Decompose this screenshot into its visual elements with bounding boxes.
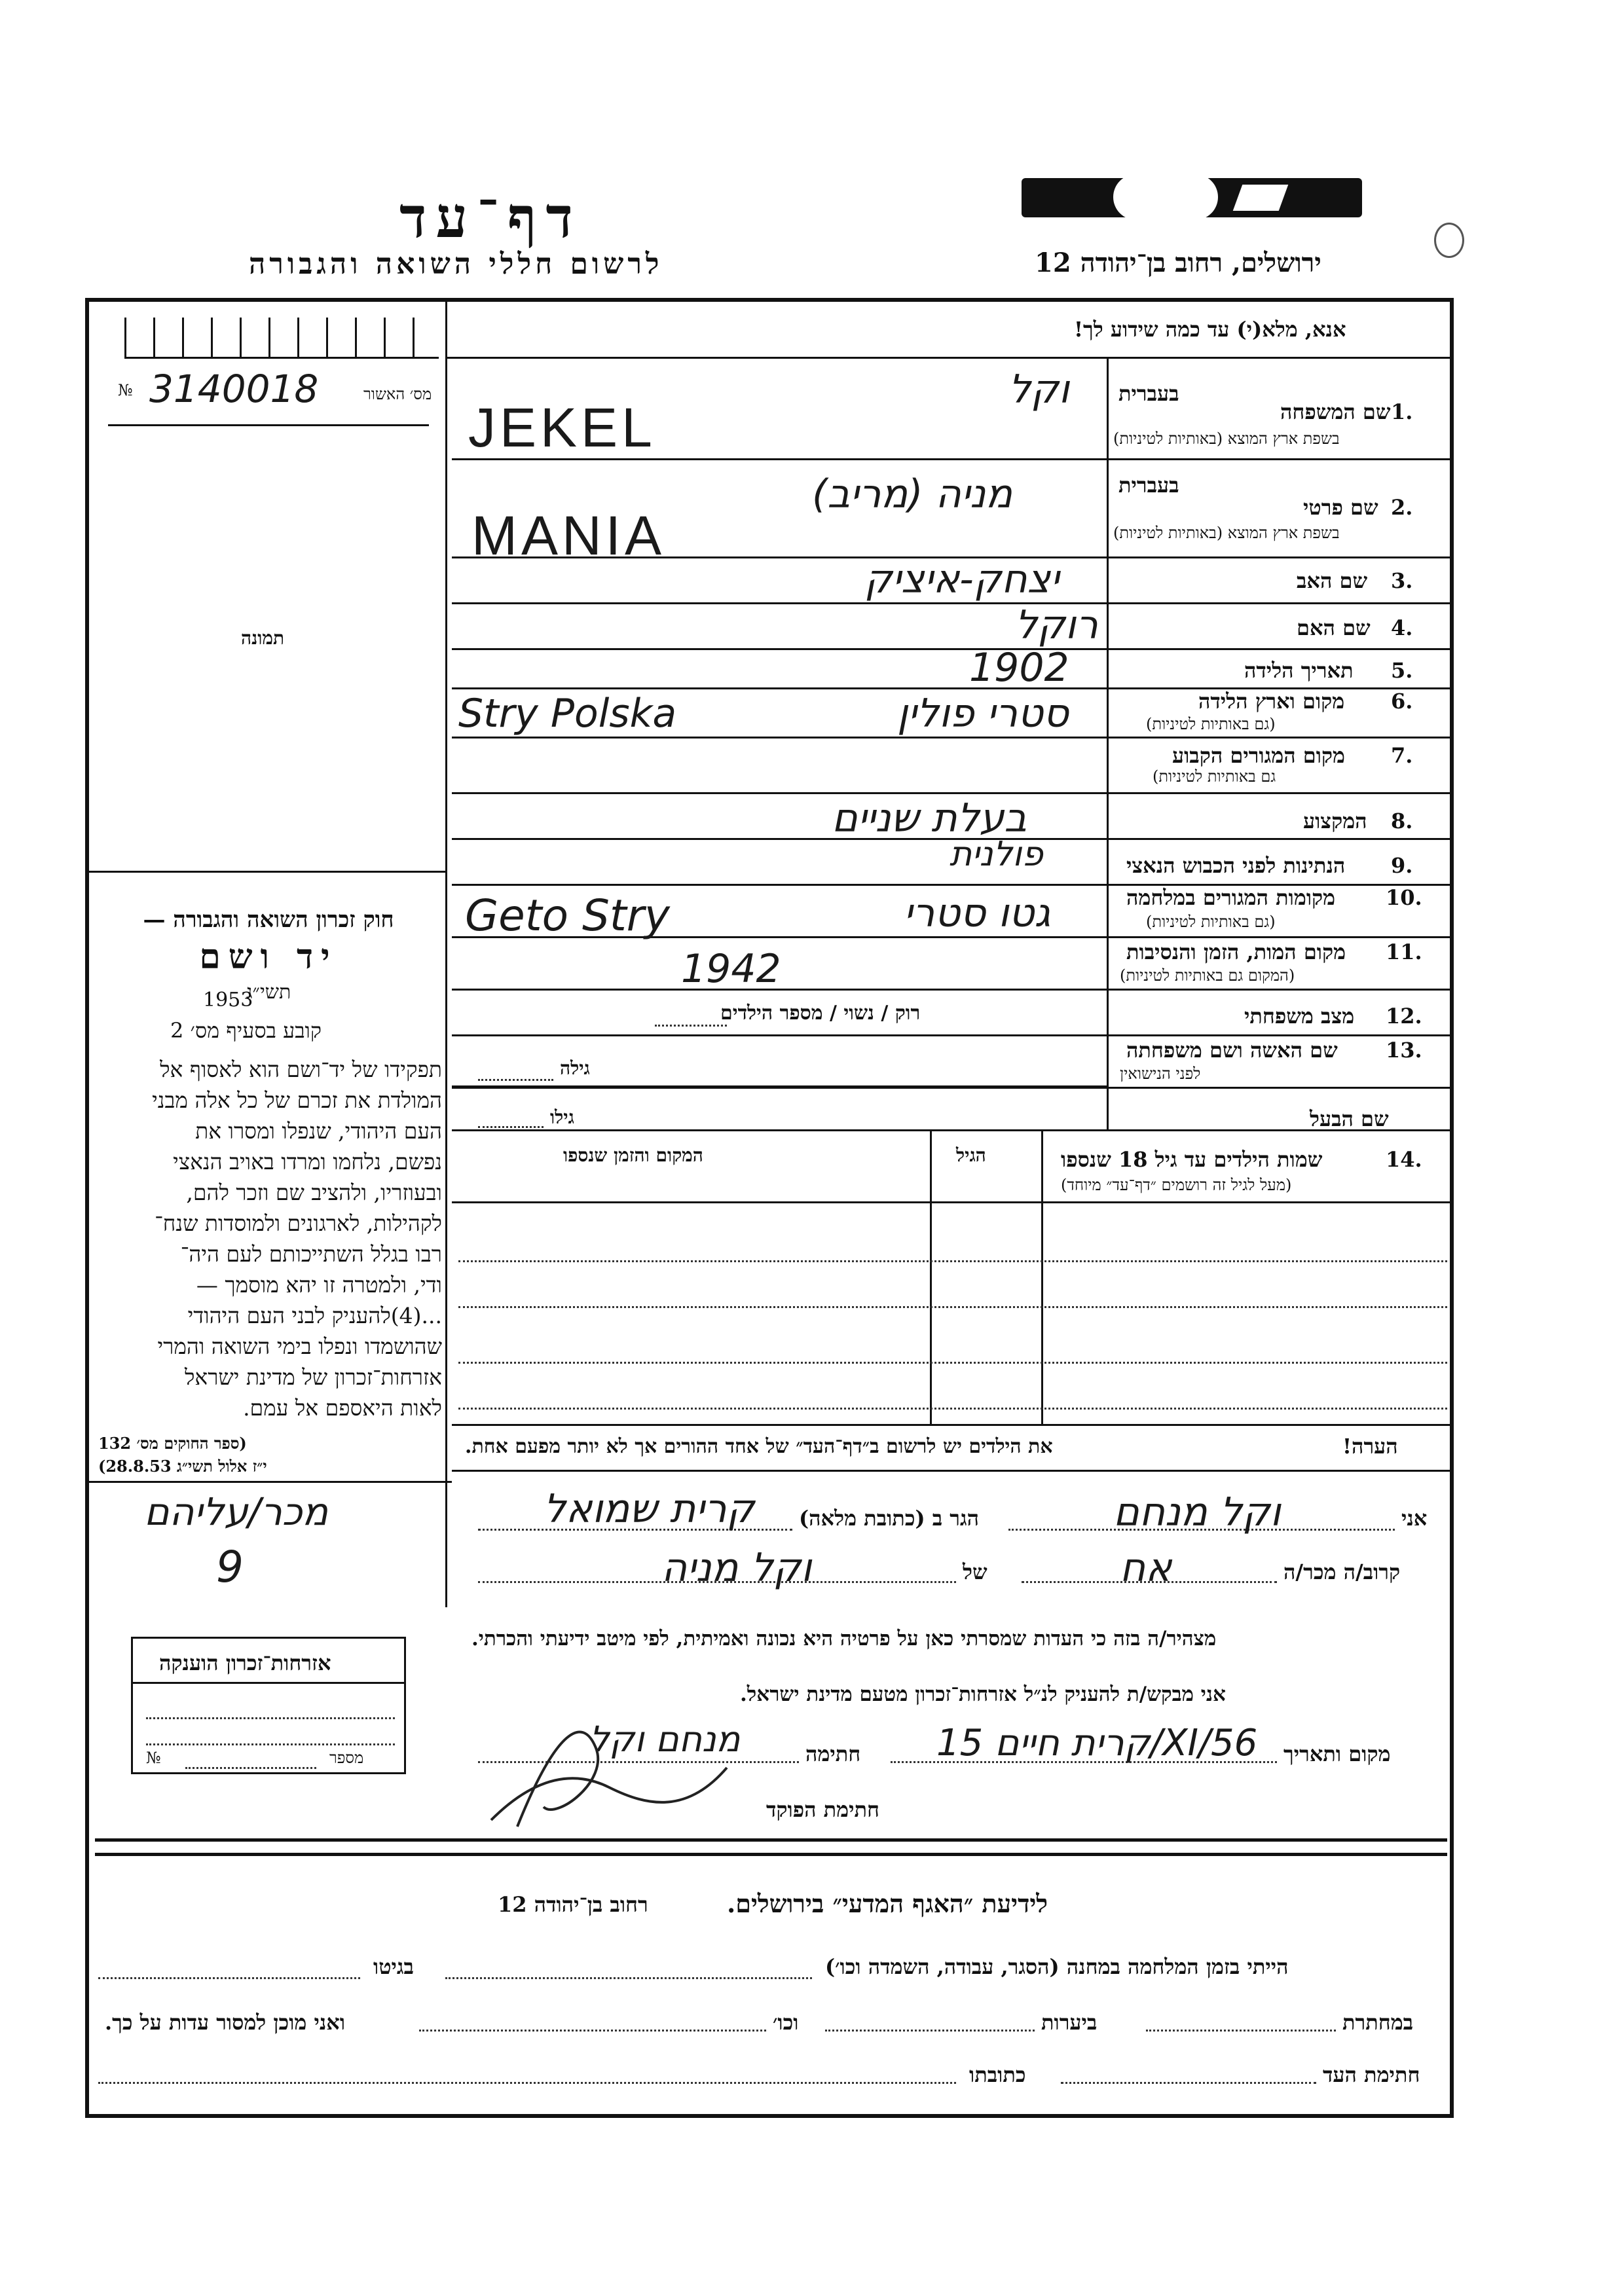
decl-request: אני מבקש/ת להעניק לנ״ל אזרחות־זכרון מטעם מדינת ישראל.	[740, 1683, 1226, 1706]
decl-ani: אני	[1401, 1506, 1428, 1531]
law-text-line: נפשם, נלחמו ומרדו באויב הנאצי	[173, 1149, 442, 1175]
field-11-label: מקום המות, הזמן והנסיבות	[1126, 939, 1346, 964]
field-12-options[interactable]: רוק / נשוי / מספר הילדים	[720, 1002, 921, 1025]
registration-value: 3140018	[149, 367, 319, 411]
field-1-label: שם המשפחה	[1280, 399, 1391, 424]
field-5-value[interactable]: 1902	[969, 645, 1069, 691]
field-11-sub: (המקום גם באותיות לטיניות)	[1120, 966, 1295, 985]
field-8-num: 8.	[1391, 809, 1413, 833]
field-1-tag: בעברית	[1118, 381, 1179, 406]
field-1-sub: בשפת ארץ המוצא (באותיות לטיניות)	[1113, 429, 1340, 448]
field-9-label: הנתינות לפני הכבוש הנאצי	[1126, 853, 1346, 878]
intro-text: אנא, מלא(י) עד כמה שידוע לך!	[1074, 317, 1346, 342]
footer-line1-a: הייתי בזמן המלחמה במחנה (הסגר, עבודה, השמדה וכו׳)	[825, 1954, 1289, 1979]
footer-title: לידיעת ״האגף המדעי״ בירושלים.	[727, 1889, 1048, 1918]
law-text-line: ובעוזריו, ולהציב שם וזכר להם,	[186, 1180, 442, 1205]
field-14-num: 14.	[1386, 1147, 1422, 1172]
field-3-num: 3.	[1391, 568, 1413, 593]
field-6-sub: (גם באותיות לטיניות)	[1146, 715, 1276, 733]
decl-place-date-label: מקום ותאריך	[1283, 1741, 1391, 1766]
field-9-value[interactable]: פולנית	[950, 835, 1043, 874]
registration-ticks	[124, 318, 439, 359]
field-3-label: שם האב	[1297, 568, 1368, 593]
law-text-line: אזרחות־זכרון של מדינת ישראל	[184, 1364, 442, 1390]
signature-scribble	[478, 1689, 753, 1840]
law-text-line: רבו בגלל השתייכותם לעם היה־	[180, 1241, 442, 1267]
field-1-num: 1.	[1391, 399, 1413, 424]
margin-number[interactable]: 9	[216, 1542, 244, 1592]
field-14-sub: (מעל לגיל זה רושמים ״דף־עד״ מיוחד)	[1061, 1176, 1292, 1194]
law-text-line: לקהילות, לארגונים ולמוסדות שנח־	[155, 1211, 442, 1236]
field-6-num: 6.	[1391, 689, 1413, 714]
law-text-line: תפקידו של יד־ושם הוא לאסוף אל	[160, 1057, 442, 1082]
field-9-num: 9.	[1391, 853, 1413, 878]
law-clause: קובע בסעיף מס׳ 2	[170, 1018, 322, 1043]
field-7-sub: גם באותיות לטיניות)	[1153, 767, 1276, 786]
field-13-num: 13.	[1386, 1038, 1422, 1063]
field-1-hebrew-value[interactable]: וקל	[1008, 367, 1070, 412]
decl-address-value[interactable]: קרית שמואל	[544, 1486, 755, 1532]
field-10-latin-value[interactable]: Geto Stry	[465, 890, 670, 941]
citizenship-number-label: מספר	[329, 1749, 364, 1767]
law-title: חוק זכרון השואה והגבורה —	[143, 907, 394, 933]
field-14-col-place: המקום והזמן שנספו	[563, 1144, 703, 1166]
margin-note[interactable]: מכר/עליהם	[144, 1489, 328, 1534]
field-13-age-label: גילה	[560, 1057, 590, 1079]
husband-label: שם הבעל	[1310, 1106, 1389, 1131]
field-10-num: 10.	[1386, 885, 1422, 910]
field-6-hebrew-value[interactable]: סטרי פולין	[897, 691, 1069, 737]
field-10-sub: (גם באותיות לטיניות)	[1146, 913, 1276, 931]
field-10-label: מקומות המגורים במלחמה	[1126, 885, 1336, 910]
field-13-label: שם האשה ושם משפחתה	[1126, 1038, 1338, 1063]
field-7-label: מקום המגורים הקבוע	[1172, 743, 1345, 768]
field-13-sub: לפני הנישואין	[1120, 1065, 1201, 1083]
form-title: דף־עד	[399, 185, 582, 251]
citizenship-box	[131, 1637, 406, 1774]
note-label: הערה!	[1342, 1434, 1398, 1459]
decl-signature-value[interactable]: מנחם וקל	[589, 1719, 741, 1760]
field-8-label: המקצוע	[1303, 809, 1367, 833]
decl-relative-label: קרוב/ה מכר/ה	[1283, 1559, 1401, 1584]
law-text-line: המולדת את זכרם של כל אלה מבני	[152, 1087, 442, 1113]
law-text-line: שהושמדו ונפלו בימי השואה והמרי	[157, 1334, 442, 1359]
field-4-value[interactable]: רוקל	[1015, 602, 1098, 648]
footer-line3-a: חתימת העד	[1323, 2062, 1420, 2087]
form-subtitle: לרשום חללי השואה והגבורה	[249, 247, 663, 281]
law-text-line: ...(4)להעניק לבני העם היהודי	[187, 1303, 442, 1328]
law-source-1: (ספר החוקים מס׳ 132	[98, 1434, 247, 1453]
field-12-label: מצב משפחתי	[1244, 1004, 1355, 1029]
law-source-2: י״ז אלול תשי״ג 28.8.53)	[98, 1457, 267, 1476]
footer-line1-b: בגיטו	[373, 1954, 414, 1979]
citizenship-number-prefix: №	[146, 1749, 161, 1767]
decl-clerk-label: חתימת הפוקד	[766, 1797, 879, 1822]
decl-signature-label: חתימה	[805, 1741, 861, 1766]
field-4-num: 4.	[1391, 615, 1413, 640]
field-5-label: תאריך הלידה	[1244, 658, 1354, 683]
law-name: יד ושם	[199, 937, 338, 977]
decl-of-label: של	[963, 1559, 987, 1584]
law-text-line: לאות היאספם אל עמם.	[243, 1395, 442, 1421]
decl-lives-at: הגר ב (כתובת מלאה)	[799, 1506, 979, 1531]
field-11-num: 11.	[1386, 939, 1422, 964]
registration-prefix: №	[118, 381, 133, 399]
registration-label: מס׳ האשור	[363, 385, 432, 403]
law-year: 1953	[203, 989, 253, 1011]
field-2-label: שם פרטי	[1303, 495, 1378, 520]
field-5-num: 5.	[1391, 658, 1413, 683]
footer-line2-d: ואני מוכן למסור עדות על כך.	[105, 2010, 346, 2035]
field-14-col-age: הגיל	[956, 1144, 986, 1166]
form-address: ירושלים, רחוב בן־יהודה 12	[1035, 247, 1321, 278]
footer-line2-c: וכו׳	[773, 2010, 799, 2035]
decl-place-date-value[interactable]: קרית חיים 15/XI/56	[936, 1722, 1258, 1764]
logo	[1022, 178, 1362, 217]
seal-icon	[1434, 223, 1464, 258]
footer-line2-a: במחתרת	[1342, 2010, 1414, 2035]
field-2-hebrew-value[interactable]: מניה (מריב)	[812, 471, 1013, 517]
field-1-latin-value[interactable]: JEKEL	[468, 397, 656, 458]
field-2-num: 2.	[1391, 495, 1413, 520]
law-box	[98, 907, 439, 1004]
field-11-value[interactable]: 1942	[681, 946, 781, 992]
field-6-label: מקום וארץ הלידה	[1198, 689, 1345, 714]
law-text-line: ודי, ולמטרה זו יהא מוסמך —	[196, 1272, 442, 1298]
field-7-num: 7.	[1391, 743, 1413, 768]
note-text: את הילדים יש לרשום ב״דף־העד״ של אחד ההורים אך לא יותר מפעם אחת.	[465, 1435, 1053, 1458]
photo-label: תמונה	[241, 627, 285, 649]
field-14-label: שמות הילדים עד גיל 18 שנספו	[1061, 1147, 1323, 1172]
field-3-value[interactable]: יצחק-איציק	[864, 556, 1060, 602]
field-12-num: 12.	[1386, 1004, 1422, 1029]
decl-name-value[interactable]: וקל מנחם	[1113, 1489, 1281, 1535]
field-2-tag: בעברית	[1118, 473, 1179, 498]
decl-of-value[interactable]: וקל מניה	[661, 1545, 812, 1591]
field-6-latin-value[interactable]: Stry Polska	[458, 691, 677, 737]
field-2-sub: בשפת ארץ המוצא (באותיות לטיניות)	[1113, 524, 1340, 542]
field-2-latin-value[interactable]: MANIA	[471, 505, 666, 566]
husband-age-label: גילו	[550, 1106, 574, 1128]
footer-address: רחוב בן־יהודה 12	[498, 1892, 648, 1917]
decl-relative-value[interactable]: אח	[1120, 1545, 1172, 1591]
decl-statement: מצהיר/ה בזה כי העדות שמסרתי כאן על פרטיה היא נכונה ואמיתית, לפי מיטב ידיעתי והכרתי.	[471, 1627, 1217, 1650]
footer-line2-b: ביערות	[1041, 2010, 1098, 2035]
law-text	[95, 1054, 442, 1423]
field-8-value[interactable]: בעלת שניים	[832, 795, 1027, 841]
field-4-label: שם האם	[1297, 615, 1371, 640]
law-year-heb: תשי״ג	[246, 981, 291, 1004]
field-10-hebrew-value[interactable]: גטו סטרי	[904, 890, 1051, 936]
law-text-line: העם היהודי, שנפלו ומסרו את	[195, 1118, 442, 1144]
citizenship-title: אזרחות־זכרון הוענקה	[159, 1650, 331, 1675]
footer-line3-b: כתובתו	[969, 2062, 1026, 2087]
